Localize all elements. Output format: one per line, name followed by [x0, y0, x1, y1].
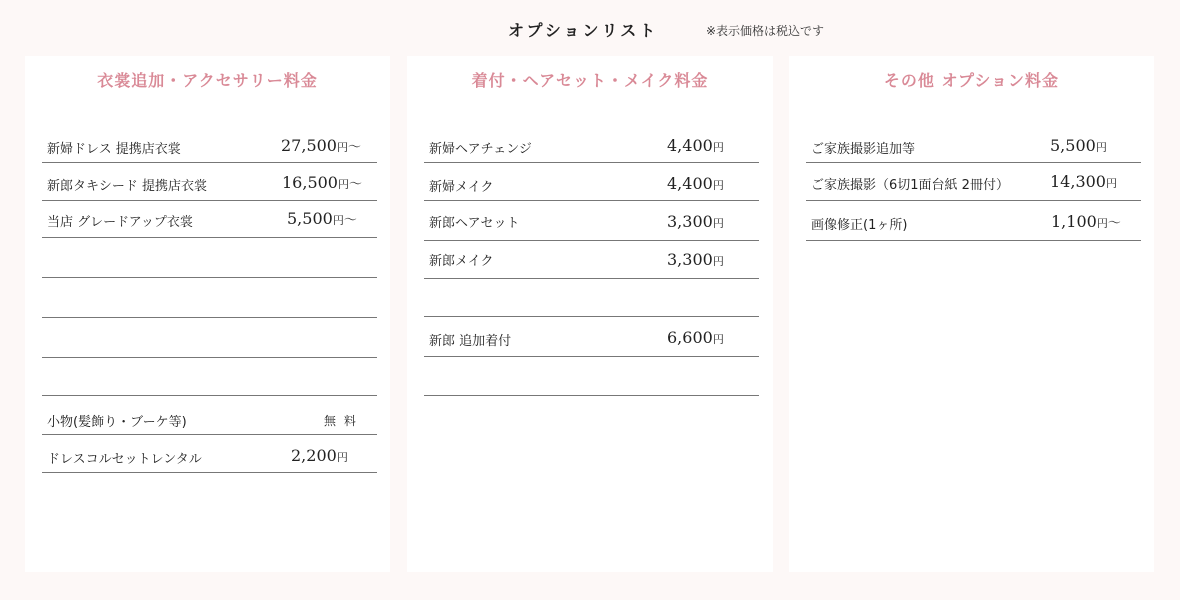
row-price	[667, 136, 724, 155]
price-suffix: 〜	[348, 177, 362, 192]
empty-row	[42, 318, 377, 358]
yen-unit: 円	[712, 217, 724, 230]
row-label: ご家族撮影（6切1面台紙 2冊付）	[811, 178, 1009, 193]
price-value: 5,500	[1050, 136, 1096, 155]
yen-unit: 円	[332, 214, 344, 227]
price-row	[424, 201, 759, 241]
tax-note: ※表示価格は税込です	[706, 24, 825, 38]
row-price	[667, 328, 724, 347]
row-label: 新郎 追加着付	[429, 334, 512, 349]
empty-row	[42, 278, 377, 318]
price-value: 27,500	[281, 136, 337, 155]
price-value: 6,600	[667, 328, 713, 347]
row-price	[281, 136, 361, 155]
yen-unit: 円	[712, 141, 724, 154]
price-row	[42, 163, 377, 201]
row-label: 新婦メイク	[429, 180, 494, 195]
row-price	[1050, 172, 1117, 191]
price-row	[424, 241, 759, 279]
price-value: 3,300	[667, 250, 713, 269]
price-value: 2,200	[291, 446, 337, 465]
yen-unit: 円	[336, 141, 348, 154]
empty-row	[424, 279, 759, 317]
row-label: 新郎メイク	[429, 254, 494, 269]
row-label: 新郎タキシード 提携店衣裳	[47, 179, 208, 194]
price-row	[806, 163, 1141, 201]
yen-unit: 円	[1096, 217, 1108, 230]
yen-unit: 円	[337, 178, 349, 191]
price-row	[42, 130, 377, 163]
row-label: 小物(髪飾り・ブーケ等)	[47, 415, 187, 430]
row-price	[1050, 136, 1107, 155]
price-value: 1,100	[1051, 212, 1097, 231]
price-value: 16,500	[282, 173, 338, 192]
other-options-panel	[789, 56, 1154, 572]
row-label: 新婦ドレス 提携店衣裳	[47, 142, 181, 157]
row-price	[282, 173, 362, 192]
row-price	[667, 174, 724, 193]
row-price	[667, 250, 724, 269]
yen-unit: 円	[712, 333, 724, 346]
price-row	[42, 396, 377, 435]
price-row	[42, 435, 377, 473]
price-row	[806, 130, 1141, 163]
page-header	[0, 0, 1180, 56]
yen-unit: 円	[1105, 177, 1117, 190]
panel-title: 着付・ヘアセット・メイク料金	[471, 71, 709, 90]
yen-unit: 円	[1095, 141, 1107, 154]
price-suffix: 〜	[343, 213, 357, 228]
price-row	[424, 130, 759, 163]
row-price: 無 料	[324, 414, 358, 428]
yen-unit: 円	[336, 451, 348, 464]
costume-accessory-panel	[25, 56, 390, 572]
yen-unit: 円	[712, 255, 724, 268]
price-row	[424, 317, 759, 357]
price-row	[424, 163, 759, 201]
price-value: 3,300	[667, 212, 713, 231]
row-price	[667, 212, 724, 231]
row-price	[287, 209, 357, 228]
price-row	[806, 201, 1141, 241]
empty-row	[42, 358, 377, 396]
row-label: ドレスコルセットレンタル	[47, 452, 202, 467]
row-label: ご家族撮影追加等	[811, 142, 916, 157]
yen-unit: 円	[712, 179, 724, 192]
price-suffix: 〜	[1107, 216, 1121, 231]
price-value: 4,400	[667, 136, 713, 155]
price-value: 5,500	[287, 209, 333, 228]
dressing-hair-makeup-panel	[407, 56, 773, 572]
price-value: 14,300	[1050, 172, 1106, 191]
panel-title: その他 オプション料金	[883, 71, 1060, 90]
empty-row	[424, 357, 759, 396]
empty-row	[42, 238, 377, 278]
price-value: 4,400	[667, 174, 713, 193]
row-label: 当店 グレードアップ衣裳	[47, 215, 193, 230]
row-label: 画像修正(1ヶ所)	[811, 218, 908, 233]
row-label: 新郎ヘアセット	[429, 216, 520, 231]
row-label: 新婦ヘアチェンジ	[429, 142, 532, 157]
row-price	[291, 446, 348, 465]
price-suffix: 〜	[347, 140, 361, 155]
panel-title: 衣裳追加・アクセサリー料金	[97, 71, 318, 90]
page-title: オプションリスト	[508, 21, 659, 40]
price-row	[42, 201, 377, 238]
row-price	[1051, 212, 1121, 231]
